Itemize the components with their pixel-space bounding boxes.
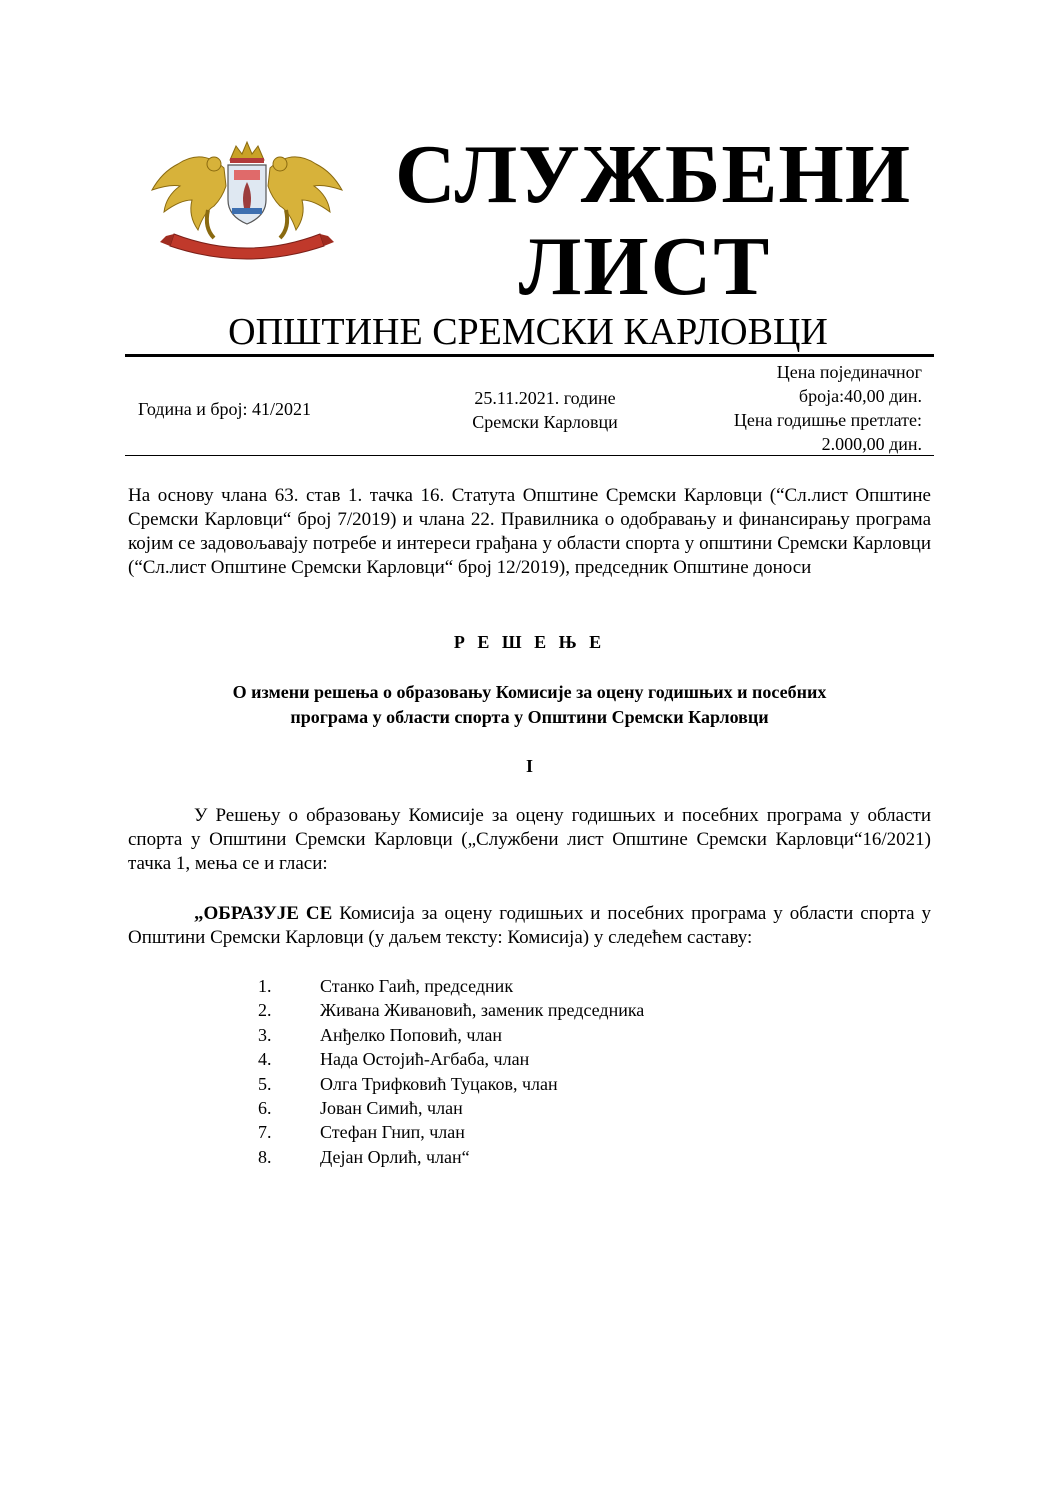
issue-year-number: Година и број: 41/2021: [138, 399, 312, 419]
member-number: 1.: [258, 976, 272, 996]
masthead-subtitle: ОПШТИНЕ СРЕМСКИ КАРЛОВЦИ: [228, 311, 828, 353]
list-item: [258, 1145, 644, 1169]
subscription-line1: Цена годишње претлате:: [733, 410, 922, 430]
decision-paragraph-1: У Решењу о образовању Комисије за оцену годишњих и посебних програма у области спорта у Општини Сремски Карловци („Службени лист Општине Сремски Карловци“16/2021) тачка 1, мења се и гласи:: [128, 805, 931, 874]
subscription-line2: 2.000,00 дин.: [821, 434, 922, 454]
paragraph-2-lead: „ОБРАЗУЈЕ СЕ: [194, 903, 333, 924]
list-item: [258, 1023, 644, 1047]
paragraph-2-text: Комисија за оцену годишњих и посебних програма у области спорта у Општини Сремски Карловци (у даљем тексту: Комисија) у следећем саставу:: [128, 903, 931, 948]
member-name: Олга Трифковић Туцаков, члан: [320, 1073, 558, 1094]
masthead-title-line2: ЛИСТ: [518, 220, 772, 313]
member-number: 8.: [258, 1146, 272, 1167]
member-name: Дејан Орлић, члан“: [320, 1146, 470, 1167]
section-number: I: [525, 756, 533, 776]
issue-date-place: [440, 386, 650, 434]
member-name: Анђелко Поповић, члан: [320, 1024, 503, 1045]
member-name: Нада Остојић-Агбаба, члан: [320, 1049, 530, 1070]
member-name: Станко Гаић, председник: [320, 976, 514, 996]
member-number: 7.: [258, 1122, 272, 1143]
list-item: [258, 1047, 644, 1071]
member-name: Јован Симић, члан: [320, 1098, 463, 1119]
member-number: 4.: [258, 1049, 272, 1070]
list-item: [258, 974, 644, 998]
member-number: 3.: [258, 1024, 272, 1045]
header-rule-bottom: [125, 455, 934, 456]
decision-title: Р Е Ш Е Њ Е: [453, 632, 606, 652]
header-rule-top: [125, 354, 934, 357]
decision-subtitle-line1: О измени решења о образовању Комисије за оцену годишњих и посебних: [232, 682, 827, 702]
coat-of-arms-icon: [144, 138, 350, 266]
list-item: [258, 1096, 644, 1120]
member-number: 2.: [258, 1000, 272, 1021]
price-line1: Цена појединачног: [776, 362, 922, 382]
list-item: [258, 1072, 644, 1096]
masthead-title-line1: СЛУЖБЕНИ: [395, 128, 912, 221]
decision-subtitle-line2: програма у области спорта у Општини Сремски Карловци: [290, 707, 769, 727]
issue-pricing: [660, 360, 922, 456]
preamble-paragraph: На основу члана 63. став 1. тачка 16. Статута Општине Сремски Карловци (“Сл.лист Општине Сремски Карловци“ број 7/2019) и члана 22. Правилника о одобравању и финансирању програма којим се задовољавају потребе и интереси грађана у области спорта у општини Сремски Карловци (“Сл.лист Општине Сремски Карловци“ број 12/2019), председник Општине доноси: [128, 485, 931, 578]
member-number: 5.: [258, 1073, 272, 1094]
price-line2: броја:40,00 дин.: [798, 386, 922, 406]
member-number: 6.: [258, 1098, 272, 1119]
member-name: Живана Живановић, заменик председника: [320, 1000, 645, 1021]
list-item: [258, 998, 644, 1022]
issue-place: Сремски Карловци: [472, 412, 618, 432]
member-name: Стефан Гнип, члан: [320, 1122, 465, 1143]
commission-members-list: [258, 974, 644, 1169]
list-item: [258, 1120, 644, 1144]
issue-date: 25.11.2021. године: [474, 388, 616, 408]
decision-subtitle: [128, 680, 931, 730]
decision-paragraph-2: [128, 902, 931, 950]
